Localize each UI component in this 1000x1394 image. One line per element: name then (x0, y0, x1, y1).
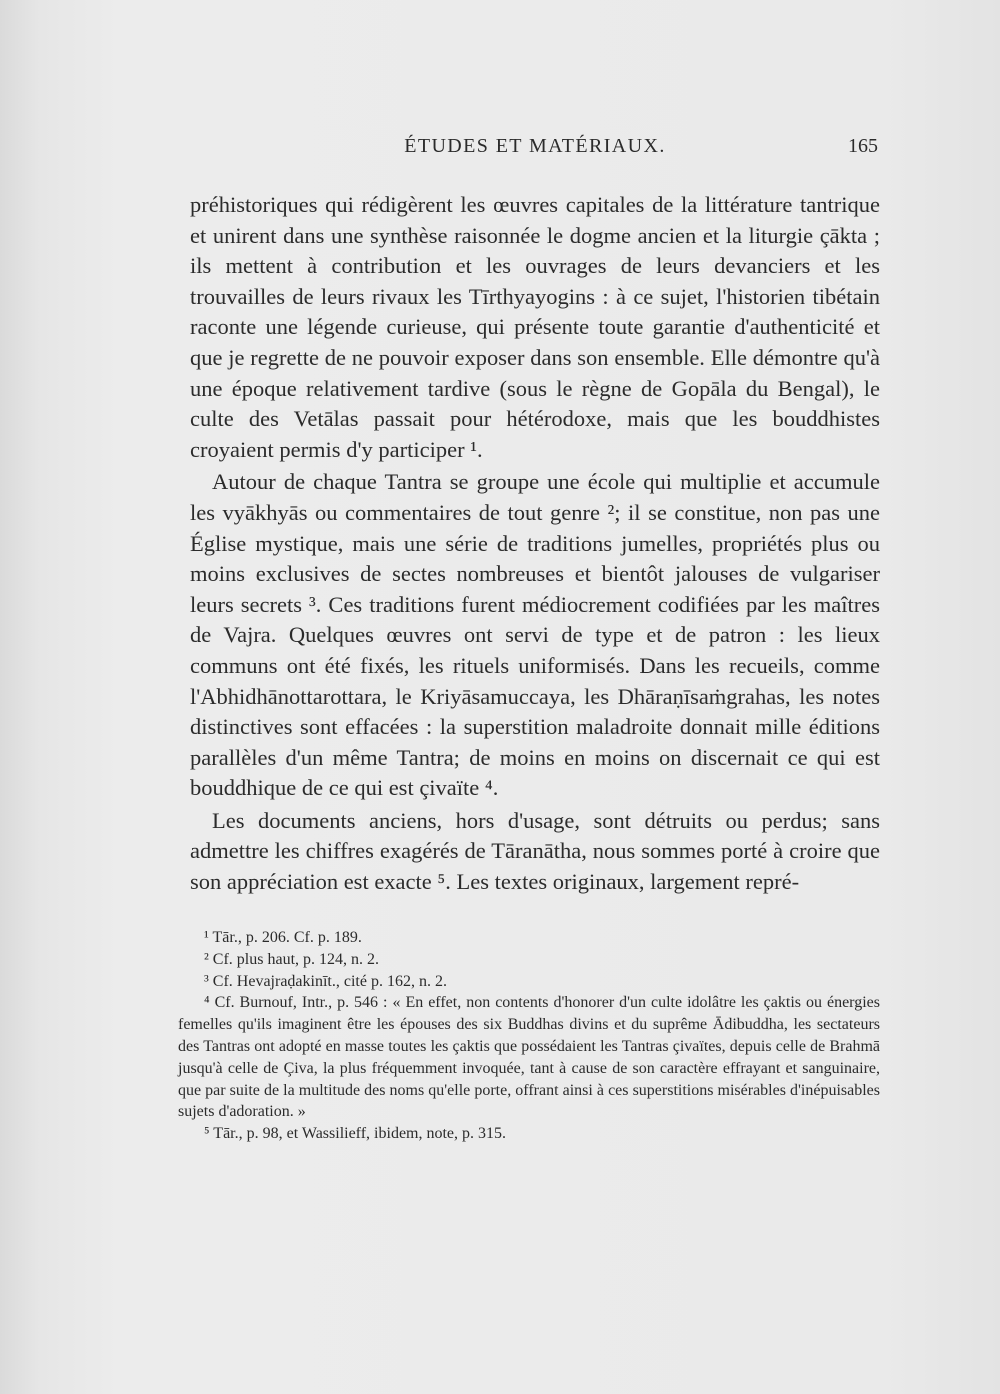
paragraph: préhistoriques qui rédigèrent les œuvres capitales de la littérature tantrique et unirent dans une synthèse raisonnée le dogme ancien et la liturgie çākta ; ils mettent à contribution et les ouvrages de leurs devanciers et les trouvailles de leurs rivaux les Tīrthyayogins : à ce sujet, l'historien tibétain raconte une légende curieuse, qui présente toute garantie d'authenticité et que je regrette de ne pouvoir exposer dans son ensemble. Elle démontre qu'à une époque relativement tardive (sous le règne de Gopāla du Bengal), le culte des Vetālas passait pour hétérodoxe, mais que les bouddhistes croyaient permis d'y participer ¹. (190, 192, 880, 462)
body-text (190, 190, 880, 898)
footnote: ² Cf. plus haut, p. 124, n. 2. (204, 950, 380, 968)
footnote: ³ Cf. Hevajraḍakinīt., cité p. 162, n. 2. (204, 972, 447, 990)
running-header (190, 133, 880, 163)
footnote: ⁵ Tār., p. 98, et Wassilieff, ibidem, note, p. 315. (204, 1125, 507, 1143)
paragraph: Les documents anciens, hors d'usage, sont détruits ou perdus; sans admettre les chiffres exagérés de Tāranātha, nous sommes porté à croire que son appréciation est exacte ⁵. Les textes originaux, largement repré- (190, 807, 880, 895)
paragraph: Autour de chaque Tantra se groupe une école qui multiplie et accumule les vyākhyās ou commentaires de tout genre ²; il se constitue, non pas une Église mystique, mais une série de traditions jumelles, propriétés plus ou moins exclusives de sectes nombreuses et bientôt jalouses de vulgariser leurs secrets ³. Ces traditions furent médiocrement codifiées par les maîtres de Vajra. Quelques œuvres ont servi de type et de patron : les lieux communs ont été fixés, les rituels uniformisés. Dans les recueils, comme l'Abhidhānottarottara, le Kriyāsamuccaya, les Dhāraṇīsaṁgrahas, les notes distinctives sont effacées : la superstition maladroite donnait mille éditions parallèles d'un même Tantra; de moins en moins on discernait ce qui est bouddhique de ce qui est çivaïte ⁴. (190, 469, 880, 801)
running-title: ÉTUDES ET MATÉRIAUX. (404, 135, 666, 157)
footnote: ⁴ Cf. Burnouf, Intr., p. 546 : « En effet, non contents d'honorer d'un culte idolâtre les çaktis ou énergies femelles qu'ils imaginent être les épouses des six Buddhas divins et du suprême Ādibuddha, les sectateurs des Tantras ont adopté en masse toutes les çaktis que possédaient les Tantras çivaïtes, depuis celle de Brahmā jusqu'à celle de Çiva, la plus fréquemment invoquée, tant à cause de son caractère effrayant et sanguinaire, que par suite de la multitude des noms qu'elle porte, offrant ainsi à ces superstitions misérables d'inépuisables sujets d'adoration. » (178, 994, 880, 1121)
footnote: ¹ Tār., p. 206. Cf. p. 189. (204, 929, 362, 946)
page-number: 165 (848, 135, 878, 157)
footnotes (178, 927, 880, 1145)
